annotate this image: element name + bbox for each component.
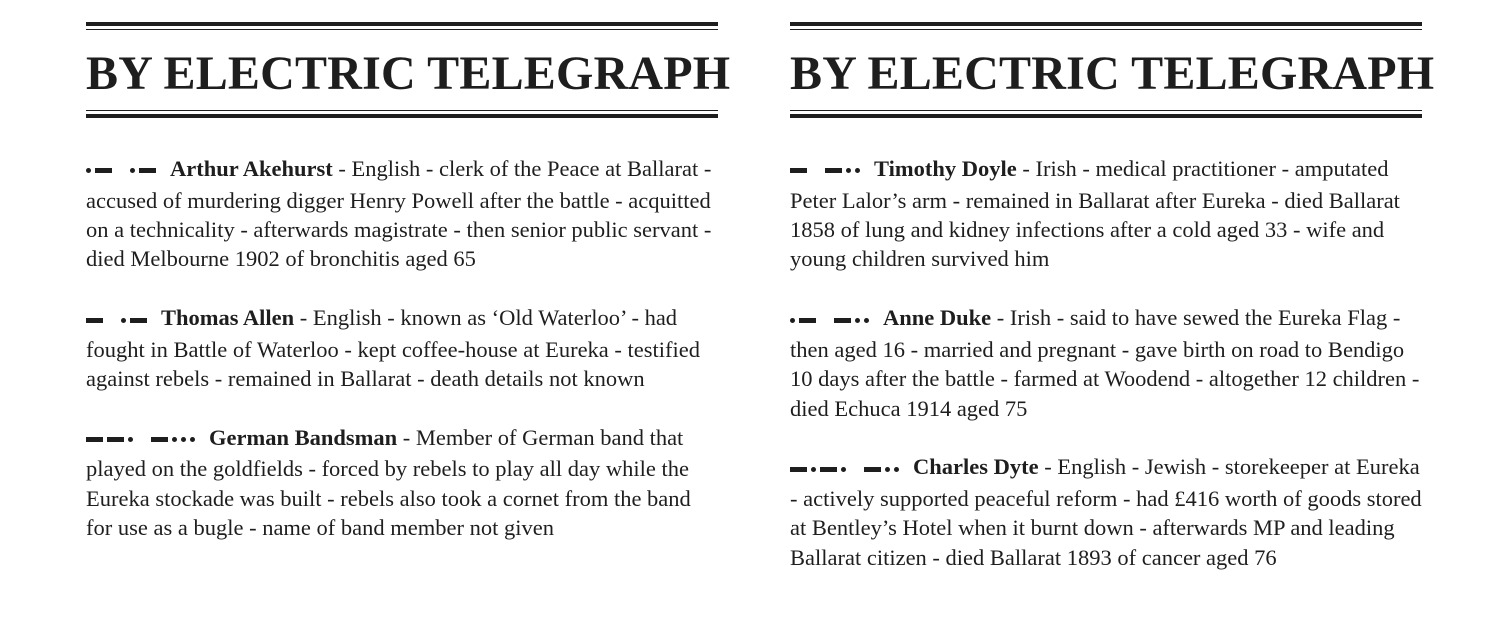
masthead-bottom-rule xyxy=(86,110,718,118)
morse-dash xyxy=(86,437,103,442)
morse-dash xyxy=(151,437,168,442)
masthead-title: BY ELECTRIC TELEGRAPH xyxy=(86,47,731,100)
entry-text: - English - clerk of the Peace at Ballarat - accused of murdering digger Henry Powell after the battle - acquitted on a technicality - afterwards magistrate - then senior public servant - died Melbourne 1902 of bronchitis aged 65 xyxy=(86,156,712,272)
right-column xyxy=(790,22,1435,601)
morse-dot xyxy=(121,318,126,323)
entry xyxy=(86,154,718,274)
morse-dot xyxy=(855,168,860,173)
entry-text: - Member of German band that played on the goldfields - forced by rebels to play all day while the Eureka stockade was built - rebels also took a cornet from the band for use as a bugle - name of band member not given xyxy=(86,424,691,541)
morse-dot xyxy=(130,168,135,173)
morse-letter xyxy=(864,452,903,481)
morse-dot xyxy=(128,437,133,442)
masthead-bottom-rule xyxy=(790,110,1422,118)
entry xyxy=(790,303,1422,423)
morse-letter xyxy=(121,303,151,332)
entry-name: Charles Dyte xyxy=(913,454,1039,480)
entry-list xyxy=(86,154,718,543)
morse-dot xyxy=(181,437,186,442)
morse-code-icon xyxy=(790,303,879,332)
morse-dash xyxy=(820,467,837,472)
morse-dash xyxy=(95,168,112,173)
morse-dash xyxy=(864,467,881,472)
morse-dot xyxy=(855,318,860,323)
morse-dash xyxy=(139,168,156,173)
morse-letter xyxy=(825,154,864,183)
morse-letter xyxy=(151,423,199,452)
morse-letter xyxy=(790,452,850,481)
morse-dash xyxy=(86,318,103,323)
entry-text: - Irish - said to have sewed the Eureka Flag - then aged 16 - married and pregnant - gave birth on road to Bendigo 10 days after the battle - farmed at Woodend - altogether 12 children - died Echuca 1914 aged 75 xyxy=(790,305,1420,421)
entry-name: Arthur Akehurst xyxy=(170,156,333,181)
morse-dot xyxy=(86,168,91,173)
entry-name: Anne Duke xyxy=(883,305,992,331)
morse-letter xyxy=(86,423,137,452)
morse-dash xyxy=(799,318,816,323)
morse-letter xyxy=(130,154,160,183)
morse-dash xyxy=(130,318,147,323)
entry-text: - English - Jewish - storekeeper at Eureka - actively supported peaceful reform - had £416 worth of goods stored at Bentley’s Hotel when it burnt down - afterwards MP and leading Ballarat citizen - died Ballarat 1893 of cancer aged 76 xyxy=(790,454,1422,570)
morse-dash xyxy=(834,318,851,323)
morse-code-icon xyxy=(790,452,909,481)
entry xyxy=(790,154,1422,274)
morse-letter xyxy=(834,303,873,332)
entry xyxy=(86,303,718,393)
morse-code-icon xyxy=(86,303,157,332)
morse-dash xyxy=(107,437,124,442)
morse-dot xyxy=(841,467,846,472)
entry-name: Timothy Doyle xyxy=(874,156,1017,181)
morse-code-icon xyxy=(86,154,166,183)
morse-dot xyxy=(885,467,890,472)
morse-letter xyxy=(86,154,116,183)
morse-dot xyxy=(172,437,177,442)
entry-text: - Irish - medical practitioner - amputated Peter Lalor’s arm - remained in Ballarat after Eureka - died Ballarat 1858 of lung and kidney infections after a cold aged 33 - wife and young children survived him xyxy=(790,156,1400,272)
morse-dot xyxy=(846,168,851,173)
entry xyxy=(790,452,1422,572)
entry-name: German Bandsman xyxy=(209,424,398,450)
morse-letter xyxy=(790,303,820,332)
entry-name: Thomas Allen xyxy=(161,305,295,331)
entry xyxy=(86,423,718,543)
morse-letter xyxy=(790,154,811,183)
morse-dot xyxy=(811,467,816,472)
morse-code-icon xyxy=(86,423,205,452)
entry-list xyxy=(790,154,1422,572)
left-column xyxy=(86,22,731,572)
morse-code-icon xyxy=(790,154,870,183)
morse-dash xyxy=(825,168,842,173)
morse-dot xyxy=(894,467,899,472)
morse-dot xyxy=(790,318,795,323)
morse-dash xyxy=(790,168,807,173)
morse-dash xyxy=(790,467,807,472)
masthead-top-rule xyxy=(86,22,718,30)
entry-text: - English - known as ‘Old Waterloo’ - had fought in Battle of Waterloo - kept coffee-house at Eureka - testified against rebels - remained in Ballarat - death details not known xyxy=(86,305,701,392)
masthead-title: BY ELECTRIC TELEGRAPH xyxy=(790,47,1435,100)
masthead-top-rule xyxy=(790,22,1422,30)
morse-dot xyxy=(864,318,869,323)
morse-letter xyxy=(86,303,107,332)
morse-dot xyxy=(190,437,195,442)
